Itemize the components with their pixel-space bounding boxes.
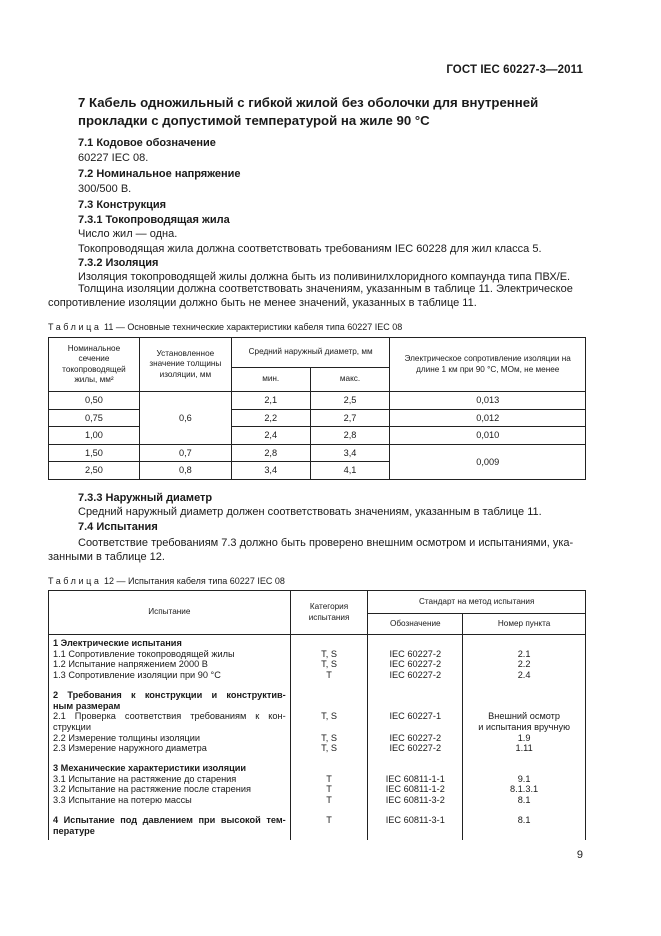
text-7-3-2-b: Толщина изоляции должна соответствовать значениям, указанным в таблице 11. Электрическое — [78, 283, 573, 295]
t12-header-test: Испытание — [49, 591, 291, 635]
t11-cell-max: 4,1 — [310, 462, 390, 480]
t11-cell-section: 1,50 — [49, 444, 140, 462]
t12-designation-3-1: IEC 60811-1-1 — [385, 773, 445, 784]
t12-group-4-title-line2: пературе — [53, 825, 95, 836]
t12-group-1-title: 1 Электрические испытания — [53, 638, 182, 648]
t12-clause-3-2: 8.1.3.1 — [510, 784, 539, 795]
t12-clause-1-2: 2.2 — [517, 659, 531, 670]
t12-designation-1-3: IEC 60227-2 — [389, 670, 442, 681]
t11-cell-thickness: 0,8 — [139, 462, 231, 480]
table11-caption-text: 11 — Основные технические характеристики кабеля типа 60227 IEC 08 — [104, 322, 403, 332]
t12-clause-4: 8.1 — [517, 814, 531, 825]
t12-group-2-title-line1: 2 Требования к конструкции и конструктив- — [53, 689, 286, 700]
t12-test-2-1-line2: струкции — [53, 721, 91, 732]
text-7-2: 300/500 В. — [78, 183, 132, 195]
t12-test-1-1: 1.1 Сопротивление токопроводящей жилы — [53, 648, 235, 659]
t11-header-min: мин. — [231, 368, 310, 392]
t11-cell-section: 0,50 — [49, 392, 140, 410]
t11-cell-min: 2,4 — [231, 427, 310, 445]
t12-group-3-title: 3 Механические характеристики изоляции — [53, 763, 247, 774]
table-row — [49, 444, 586, 462]
heading-7-2: 7.2 Номинальное напряжение — [78, 168, 241, 180]
t12-category-2-3: T, S — [321, 743, 337, 754]
t11-cell-resistance: 0,010 — [390, 427, 586, 445]
heading-7-3-3: 7.3.3 Наружный диаметр — [78, 492, 213, 504]
t11-header-thickness: Установленное значение толщины изоляции, мм — [139, 338, 231, 392]
t12-category-4: T — [326, 814, 332, 825]
t12-header-clause: Номер пункта — [463, 614, 586, 635]
t11-cell-max: 2,5 — [310, 392, 390, 410]
t12-group-2-title-line2: ным размерам — [53, 700, 121, 711]
text-7-3-1-b: Токопроводящая жила должна соответствовать требованиям IEC 60228 для жил класса 5. — [78, 243, 542, 255]
t11-cell-min: 2,1 — [231, 392, 310, 410]
t11-cell-resistance: 0,013 — [390, 392, 586, 410]
t12-category-2-2: T, S — [321, 732, 337, 743]
t11-cell-min: 2,8 — [231, 444, 310, 462]
t12-test-3-3: 3.3 Испытание на потерю массы — [53, 795, 192, 806]
t12-category-1-1: T, S — [321, 648, 337, 659]
t12-clause-2-3: 1.11 — [515, 743, 533, 754]
t11-cell-min: 3,4 — [231, 462, 310, 480]
t12-category-1-3: T — [326, 670, 332, 681]
t11-header-section: Номинальное сечение токопроводящей жилы, мм² — [49, 338, 140, 392]
t11-cell-resistance: 0,012 — [390, 409, 586, 427]
text-7-4-b: занными в таблице 12. — [48, 551, 165, 563]
t12-category-column — [290, 635, 368, 841]
t12-clause-2-1-line1: Внешний осмотр — [488, 711, 560, 722]
t11-cell-max: 3,4 — [310, 444, 390, 462]
t11-header-max: макс. — [310, 368, 390, 392]
t12-category-1-2: T, S — [321, 659, 337, 670]
t12-clause-1-1: 2.1 — [517, 648, 531, 659]
text-7-3-2-c: сопротивление изоляции должно быть не менее значений, указанных в таблице 11. — [48, 297, 477, 309]
table-row — [49, 409, 586, 427]
t12-test-column — [49, 635, 291, 841]
t11-cell-section: 0,75 — [49, 409, 140, 427]
t11-header-resistance: Электрическое сопротивление изоляции на длине 1 км при 90 °С, МОм, не менее — [390, 338, 586, 392]
t11-cell-section: 2,50 — [49, 462, 140, 480]
heading-7-3-2: 7.3.2 Изоляция — [78, 257, 159, 269]
document-standard-id: ГОСТ IEC 60227-3—2011 — [446, 64, 583, 76]
t12-test-2-2: 2.2 Измерение толщины изоляции — [53, 732, 200, 743]
text-7-1: 60227 IEC 08. — [78, 152, 149, 164]
t11-cell-resistance: 0,009 — [390, 444, 586, 479]
t11-header-diameter: Средний наружный диаметр, мм — [231, 338, 390, 368]
t12-category-2-1: T, S — [321, 711, 337, 722]
table-row — [49, 392, 586, 410]
t12-designation-4: IEC 60811-3-1 — [385, 814, 445, 825]
table-row — [49, 635, 586, 841]
t12-designation-3-2: IEC 60811-1-2 — [385, 784, 445, 795]
table11-caption — [48, 322, 402, 332]
table12-caption — [48, 576, 285, 586]
t12-test-3-2: 3.2 Испытание на растяжение после старения — [53, 784, 251, 795]
heading-7-3-1: 7.3.1 Токопроводящая жила — [78, 214, 230, 226]
t11-cell-thickness: 0,6 — [139, 392, 231, 445]
heading-7-1: 7.1 Кодовое обозначение — [78, 137, 216, 149]
t11-cell-max: 2,7 — [310, 409, 390, 427]
t12-test-1-2: 1.2 Испытание напряжением 2000 В — [53, 659, 208, 670]
t12-category-3-1: T — [326, 773, 332, 784]
t12-designation-2-3: IEC 60227-2 — [389, 743, 442, 754]
t11-cell-max: 2,8 — [310, 427, 390, 445]
t12-clause-3-1: 9.1 — [517, 773, 531, 784]
t12-test-2-3: 2.3 Измерение наружного диаметра — [53, 743, 207, 754]
t12-clause-3-3: 8.1 — [517, 795, 531, 806]
t11-cell-section: 1,00 — [49, 427, 140, 445]
t11-cell-min: 2,2 — [231, 409, 310, 427]
t11-cell-thickness: 0,7 — [139, 444, 231, 462]
t12-group-4-title-line1: 4 Испытание под давлением при высокой тем- — [53, 814, 286, 825]
t12-header-standard: Стандарт на метод испытания — [368, 591, 586, 614]
t12-test-1-3: 1.3 Сопротивление изоляции при 90 °С — [53, 670, 221, 681]
t12-designation-1-1: IEC 60227-2 — [389, 648, 442, 659]
table-11 — [48, 337, 586, 480]
heading-7-3: 7.3 Конструкция — [78, 199, 167, 211]
t12-header-designation: Обозначение — [368, 614, 463, 635]
t12-category-3-2: T — [326, 784, 332, 795]
table-row — [49, 427, 586, 445]
table12-caption-label: Таблица — [48, 576, 102, 586]
t12-designation-3-3: IEC 60811-3-2 — [385, 795, 445, 806]
t12-clause-2-2: 1.9 — [517, 732, 531, 743]
section-title: 7 Кабель одножильный с гибкой жилой без оболочки для внутренней прокладки с допустимой температурой на жиле 90 °С — [78, 95, 539, 128]
page-number: 9 — [576, 849, 583, 861]
t12-header-category: Категория испытания — [290, 591, 368, 635]
table-12 — [48, 590, 586, 840]
text-7-3-1-a: Число жил — одна. — [78, 228, 178, 240]
table11-caption-label: Таблица — [48, 322, 102, 332]
t12-clause-1-3: 2.4 — [517, 670, 531, 681]
t12-test-3-1: 3.1 Испытание на растяжение до старения — [53, 773, 237, 784]
t12-designation-2-2: IEC 60227-2 — [389, 732, 442, 743]
t12-test-2-1-line1: 2.1 Проверка соответствия требованиям к кон- — [53, 711, 286, 722]
t12-designation-2-1: IEC 60227-1 — [389, 711, 442, 722]
text-7-4-a: Соответствие требованиям 7.3 должно быть проверено внешним осмотром и испытаниями, ука- — [78, 537, 574, 549]
text-7-3-3: Средний наружный диаметр должен соответствовать значениям, указанным в таблице 11. — [78, 506, 542, 518]
t12-category-3-3: T — [326, 795, 332, 806]
t12-designation-1-2: IEC 60227-2 — [389, 659, 442, 670]
t12-designation-column — [368, 635, 463, 841]
t12-clause-2-1-line2: и испытания вручную — [478, 721, 570, 732]
t12-clause-column — [463, 635, 586, 841]
heading-7-4: 7.4 Испытания — [78, 521, 158, 533]
table12-caption-text: 12 — Испытания кабеля типа 60227 IEC 08 — [104, 576, 285, 586]
text-7-3-2-a: Изоляция токопроводящей жилы должна быть из поливинилхлоридного компаунда типа ПВХ/Е. — [78, 271, 571, 283]
